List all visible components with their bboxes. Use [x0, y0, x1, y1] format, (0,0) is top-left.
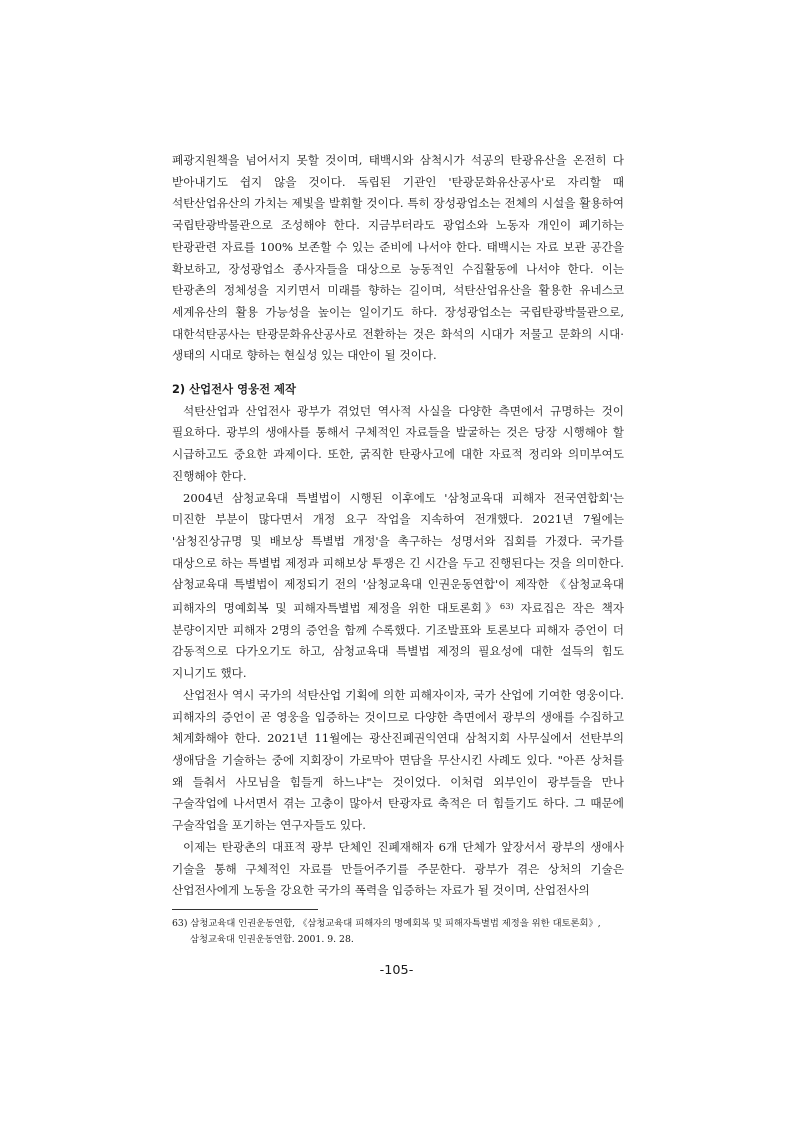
paragraph-2-text-b: 자료집은 작은 책자 분량이지만 피해자 2명의 증언을 함께 수록했다. 기조발표와 토론보다 피해자 증언이 더 감동적으로 다가오기도 하고, 삼청교육대 특별법 제정의 필요성에 대한 설득의 힘도 지니기도 했다. — [172, 601, 625, 681]
page-number: -105- — [379, 963, 414, 978]
footnote-63: 63) 삼청교육대 인권운동연합, 《삼청교육대 피해자의 명예회복 및 피해자특별법 제정을 위한 대토론회》, 삼청교육대 인권운동연합. 2001. 9. 28. — [172, 917, 601, 946]
paragraph-3: 산업전사 역시 국가의 석탄산업 기획에 의한 피해자이자, 국가 산업에 기여한 영웅이다. 피해자의 증언이 곧 영웅을 입증하는 것이므로 다양한 측면에서 광부의 생애를 수집하고 체계화해야 한다. 2021년 11월에는 광산진폐권익연대 삼척지회 사무실에서 선탄부의 생애담을 기술하는 중에 지회장이 가로막아 면담을 무산시킨 사례도 있다. "아픈 상처를 왜 들춰서 사모님을 힘들게 하느냐"는 것이었다. 이처럼 외부인이 광부들을 만나 구술작업에 나서면서 겪는 고충이 많아서 탄광자료 축적은 더 힘들기도 하다. 그 때문에 구술작업을 포기하는 연구자들도 있다. — [172, 687, 624, 833]
paragraph-1: 석탄산업과 산업전사 광부가 겪었던 역사적 사실을 다양한 측면에서 규명하는 것이 필요하다. 광부의 생애사를 통해서 구체적인 자료들을 발굴하는 것은 당장 시행해야 할 시급하고도 중요한 과제이다. 또한, 굵직한 탄광사고에 대한 자료적 정리와 의미부여도 진행해야 한다. — [172, 403, 624, 483]
paragraph-2-text-a: 2004년 삼청교육대 특별법이 시행된 이후에도 '삼청교육대 피해자 전국연합회'는 미진한 부분이 많다면서 개정 요구 작업을 지속하여 전개했다. 2021년 7월에는 '삼청진상규명 및 배보상 특별법 개정'을 촉구하는 성명서와 집회를 가졌다. 국가를 대상으로 하는 특별법 제정과 피해보상 투쟁은 긴 시간을 두고 진행된다는 것을 의미한다. 삼청교육대 특별법이 제정되기 전의 '삼청교육대 인권운동연합'이 제작한 《삼청교육대 피해자의 명예회복 및 피해자특별법 제정을 위한 대토론회》 — [172, 490, 624, 616]
footnote-reference-63[interactable]: 63) — [499, 601, 514, 612]
paragraph-4: 이제는 탄광촌의 대표적 광부 단체인 진폐재해자 6개 단체가 앞장서서 광부의 생애사 기술을 통해 구체적인 자료를 만들어주기를 주문한다. 광부가 겪은 상처의 기술은 산업전사에게 노동을 강요한 국가의 폭력을 입증하는 자료가 될 것이며, 산업전사의 — [172, 839, 624, 898]
page-body — [172, 150, 624, 949]
intro-paragraph: 폐광지원책을 넘어서지 못할 것이며, 태백시와 삼척시가 석공의 탄광유산을 온전히 다 받아내기도 쉽지 않을 것이다. 독립된 기관인 '탄광문화유산공사'로 자리할 때 석탄산업유산의 가치는 제빛을 발휘할 것이다. 특히 장성광업소는 전체의 시설을 활용하여 국립탄광박물관으로 조성해야 한다. 지금부터라도 광업소와 노동자 개인이 폐기하는 탄광관련 자료를 100% 보존할 수 있는 준비에 나서야 한다. 태백시는 자료 보관 공간을 확보하고, 장성광업소 종사자들을 대상으로 능동적인 수집활동에 나서야 한다. 이는 탄광촌의 정체성을 지키면서 미래를 향하는 길이며, 석탄산업유산을 활용한 유네스코 세계유산의 활용 가능성을 높이는 일이기도 하다. 장성광업소는 국립탄광박물관으로, 대한석탄공사는 탄광문화유산공사로 전환하는 것은 화석의 시대가 저물고 문화의 시대·생태의 시대로 향하는 현실성 있는 대안이 될 것이다. — [172, 153, 624, 363]
paragraph-2 — [172, 488, 624, 685]
section-heading: 2) 산업전사 영웅전 제작 — [172, 382, 297, 397]
footnote-divider — [172, 909, 318, 910]
